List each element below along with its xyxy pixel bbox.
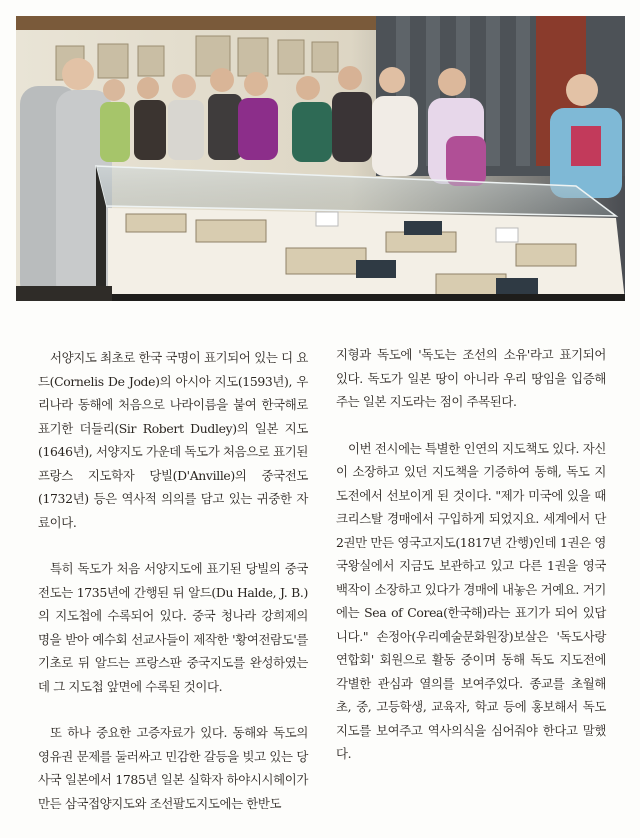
paragraph-danville-map: 특히 독도가 처음 서양지도에 표기된 당빌의 중국전도는 1735년에 간행된 뒤 알드(Du Halde, J. B.)의 지도첩에 수록되어 있다. 중국 청나라 강희제의 명을 받아 예수회 선교사들이 제작한 '황여전람도'를 기초로 뒤 알드는 프랑스판 중국지도를 완성하였는데 그 지도첩 앞면에 수록된 것이다. <box>38 561 308 694</box>
paragraph-continuation: 지형과 독도에 '독도는 조선의 소유'라고 표기되어 있다. 독도가 일본 땅이 아니라 우리 땅임을 입증해 주는 일본 지도라는 점이 주목된다. <box>336 347 606 409</box>
article-left-column <box>38 346 308 838</box>
article-right-column <box>336 343 606 789</box>
paragraph-special-atlas: 이번 전시에는 특별한 인연의 지도책도 있다. 자신이 소장하고 있던 지도책을 기증하여 동해, 독도 지도전에서 선보이게 된 것이다. "제가 미국에 있을 때 크리스탈 경매에서 구입하게 되었지요. 세계에서 단 2권만 만든 영국고지도(1817년 간행)인데 1권은 영국왕실에서 지금도 보관하고 있고 다른 1권을 영국백작이 소장하고 있다가 경매에 내놓은 거예요. 거기에는 Sea of Corea(한국해)라는 표기가 되어 있답니다." 손정아(우리예술문화원장)보살은 '독도사랑연합회' 회원으로 활동 중이며 동해 독도 지도전에 각별한 관심과 열의를 보여주었다. 종교를 초월해 초, 중, 고등학생, 교육자, 학교 등에 홍보해서 독도 지도를 보여주고 역사의식을 심어줘야 한다고 말했다. <box>336 440 606 761</box>
paragraph-japanese-evidence: 또 하나 중요한 고증자료가 있다. 동해와 독도의 영유권 문제를 둘러싸고 민감한 갈등을 빚고 있는 당사국 일본에서 1785년 일본 실학자 하야시시헤이가 만든 삼국접양지도와 조선팔도지도에는 한반도 <box>38 725 308 811</box>
paragraph-western-maps: 서양지도 최초로 한국 국명이 표기되어 있는 디 요드(Cornelis De Jode)의 아시아 지도(1593년), 우리나라 동해에 처음으로 나라이름을 붙여 한국해로 표기한 더들리(Sir Robert Dudley)의 일본 지도(1646년), 서양지도 가운데 독도가 처음으로 표기된 프랑스 지도학자 당빌(D'Anville)의 중국전도(1732년) 등은 역사적 의의를 담고 있는 귀중한 자료이다. <box>38 350 308 530</box>
exhibition-photo <box>16 16 625 301</box>
